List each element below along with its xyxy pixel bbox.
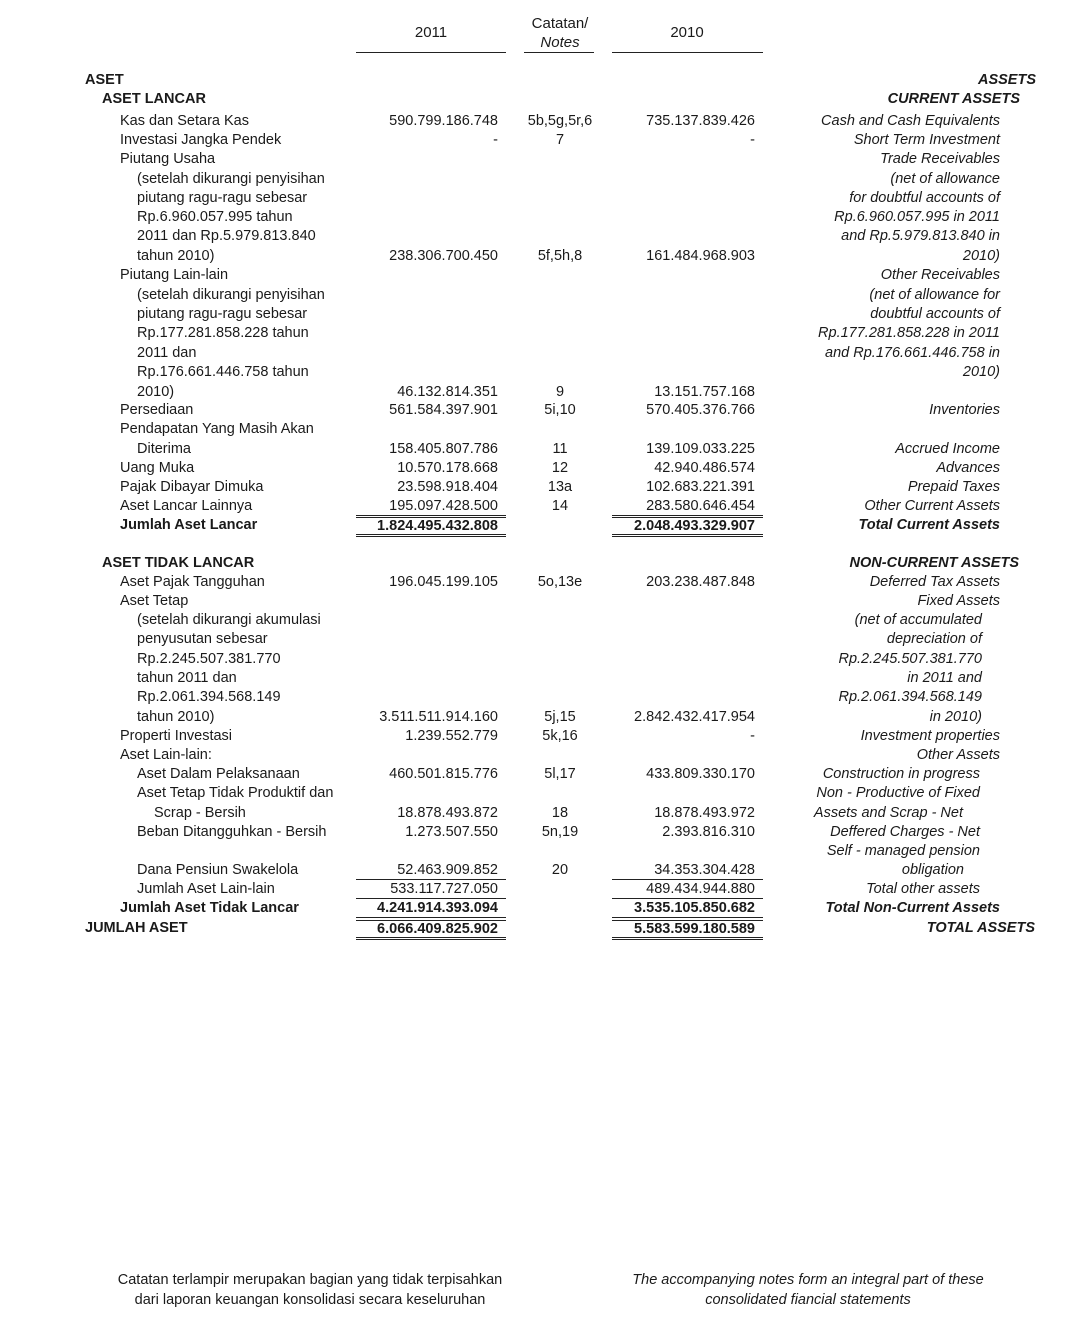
row-label: (setelah dikurangi akumulasi: [137, 612, 321, 628]
value-2010: 18.878.493.972: [654, 805, 755, 821]
row-label: Scrap - Bersih: [154, 805, 246, 821]
row-label-en: and Rp.176.661.446.758 in: [825, 345, 1000, 361]
note-ref: 5i,10: [544, 402, 576, 418]
note-ref: 13a: [547, 479, 573, 495]
note-ref: 9: [555, 384, 565, 400]
row-label: Rp.177.281.858.228 tahun: [137, 325, 309, 341]
row-label: tahun 2010): [137, 709, 215, 725]
row-label-en: Deffered Charges - Net: [830, 824, 980, 840]
row-label: Piutang Lain-lain: [120, 267, 229, 283]
row-label-en: Accrued Income: [895, 441, 1000, 457]
row-label-en: (net of allowance: [890, 171, 1000, 187]
note-ref: 12: [551, 460, 569, 476]
col-notes-header: [520, 14, 600, 52]
note-ref: 5l,17: [544, 766, 576, 782]
row-label-en: Rp.6.960.057.995 in 2011: [834, 209, 1000, 225]
row-label: piutang ragu-ragu sebesar: [137, 190, 308, 206]
footer-note-id-line2: dari laporan keuangan konsolidasi secara keseluruhan: [134, 1292, 486, 1308]
value-2010: 283.580.646.454: [612, 498, 763, 516]
value-2010: 13.151.757.168: [654, 384, 755, 400]
col-2010-header: 2010: [670, 24, 704, 41]
row-label: Rp.2.245.507.381.770: [137, 651, 281, 667]
row-label: JUMLAH ASET: [85, 920, 188, 936]
value-2010: 2.842.432.417.954: [634, 709, 755, 725]
value-2010: 102.683.221.391: [646, 479, 755, 495]
row-label: tahun 2010): [137, 248, 215, 264]
value-2011: 158.405.807.786: [389, 441, 498, 457]
row-label: Aset Dalam Pelaksanaan: [137, 766, 300, 782]
row-label-en: Construction in progress: [822, 766, 980, 782]
value-2010: 161.484.968.903: [646, 248, 755, 264]
row-label-en: Short Term Investment: [853, 132, 1000, 148]
row-label-en: obligation: [901, 862, 964, 878]
value-2011: 23.598.918.404: [397, 479, 498, 495]
value-2011: 46.132.814.351: [397, 384, 498, 400]
row-label: (setelah dikurangi penyisihan: [137, 287, 325, 303]
row-label-en: Other Receivables: [880, 267, 1000, 283]
row-label-en: Inventories: [929, 402, 1000, 418]
row-label-en: Total Current Assets: [858, 517, 1000, 533]
value-2011: 52.463.909.852: [356, 862, 506, 880]
value-2010: 2.048.493.329.907: [612, 517, 763, 537]
row-label: Piutang Usaha: [120, 151, 216, 167]
header-rule-2010: [612, 52, 763, 53]
row-label-en: for doubtful accounts of: [849, 190, 1000, 206]
value-2011: 3.511.511.914.160: [379, 709, 498, 725]
value-2011: 1.824.495.432.808: [356, 517, 506, 537]
value-2010: 42.940.486.574: [654, 460, 755, 476]
row-label: Rp.6.960.057.995 tahun: [137, 209, 293, 225]
footer-note-en: [598, 1270, 1018, 1310]
row-label: Aset Pajak Tangguhan: [120, 574, 265, 590]
row-label-en: depreciation of: [886, 631, 982, 647]
row-label-en: Advances: [936, 460, 1000, 476]
row-label-en: in 2011 and: [907, 670, 982, 686]
row-label-en: and Rp.5.979.813.840 in: [841, 228, 1000, 244]
row-label: Aset Tetap: [120, 593, 189, 609]
value-2010: 433.809.330.170: [646, 766, 755, 782]
row-label: Aset Lancar Lainnya: [120, 498, 253, 514]
value-2010: 2.393.816.310: [662, 824, 755, 840]
value-2011: 195.097.428.500: [356, 498, 506, 516]
row-label-en: Investment properties: [860, 728, 1000, 744]
row-label: 2011 dan Rp.5.979.813.840: [137, 228, 316, 244]
footer-note-id: [90, 1270, 530, 1310]
footer-note-en-line1: The accompanying notes form an integral part of these: [632, 1272, 984, 1288]
row-label: Aset Tetap Tidak Produktif dan: [137, 785, 334, 801]
row-label-en: Total Non-Current Assets: [825, 900, 1000, 916]
row-label-en: Deferred Tax Assets: [869, 574, 1000, 590]
row-label-en: Rp.177.281.858.228 in 2011: [818, 325, 1000, 341]
value-2010: -: [750, 132, 755, 148]
row-label-en: Other Assets: [916, 747, 1000, 763]
row-label-en: doubtful accounts of: [870, 306, 1000, 322]
row-label: ASET LANCAR: [102, 91, 206, 107]
row-label-en: Non - Productive of Fixed: [816, 785, 980, 801]
note-ref: 18: [551, 805, 569, 821]
note-ref: 14: [551, 498, 569, 514]
row-label: Pendapatan Yang Masih Akan: [120, 421, 314, 437]
row-label: Aset Lain-lain:: [120, 747, 212, 763]
row-label-en: TOTAL ASSETS: [926, 920, 1035, 936]
value-2010: 34.353.304.428: [612, 862, 763, 880]
row-label-en: (net of accumulated: [854, 612, 982, 628]
row-label: ASET: [85, 72, 124, 88]
value-2011: -: [493, 132, 498, 148]
value-2011: 1.239.552.779: [405, 728, 498, 744]
row-label: penyusutan sebesar: [137, 631, 268, 647]
note-ref: 5o,13e: [537, 574, 583, 590]
row-label: Dana Pensiun Swakelola: [137, 862, 299, 878]
footer-note-id-line1: Catatan terlampir merupakan bagian yang tidak terpisahkan: [117, 1272, 503, 1288]
value-2011: 561.584.397.901: [389, 402, 498, 418]
value-2010: 3.535.105.850.682: [612, 900, 763, 918]
row-label-en: (net of allowance for: [869, 287, 1000, 303]
row-label: Uang Muka: [120, 460, 195, 476]
row-label-en: Total other assets: [866, 881, 980, 897]
value-2011: 10.570.178.668: [397, 460, 498, 476]
note-ref: 5k,16: [542, 728, 578, 744]
row-label-en: 2010): [962, 248, 1000, 264]
row-label-en: Assets and Scrap - Net: [813, 805, 963, 821]
row-label: Diterima: [137, 441, 191, 457]
value-2010: 203.238.487.848: [646, 574, 755, 590]
row-label: 2010): [137, 384, 175, 400]
note-ref: 7: [555, 132, 565, 148]
row-label-en: Cash and Cash Equivalents: [821, 113, 1000, 129]
row-label: tahun 2011 dan: [137, 670, 237, 686]
row-label-en: Self - managed pension: [826, 843, 980, 859]
row-label: Rp.176.661.446.758 tahun: [137, 364, 309, 380]
value-2011: 460.501.815.776: [389, 766, 498, 782]
row-label-en: Other Current Assets: [864, 498, 1000, 514]
row-label: Kas dan Setara Kas: [120, 113, 249, 129]
row-label-en: Rp.2.245.507.381.770: [838, 651, 982, 667]
value-2010: 570.405.376.766: [646, 402, 755, 418]
footer-note-en-line2: consolidated fiancial statements: [705, 1292, 911, 1308]
row-label: Properti Investasi: [120, 728, 233, 744]
value-2011: 590.799.186.748: [389, 113, 498, 129]
row-label-en: Prepaid Taxes: [907, 479, 1000, 495]
row-label-en: CURRENT ASSETS: [887, 91, 1020, 107]
value-2011: 18.878.493.872: [397, 805, 498, 821]
header-rule-notes: [524, 52, 594, 53]
row-label: Jumlah Aset Lancar: [120, 517, 258, 533]
row-label-en: NON-CURRENT ASSETS: [849, 555, 1019, 571]
header-rule-2011: [356, 52, 506, 53]
note-ref: 20: [551, 862, 569, 878]
note-ref: 5f,5h,8: [537, 248, 583, 264]
row-label: Jumlah Aset Tidak Lancar: [120, 900, 299, 916]
value-2011: 238.306.700.450: [389, 248, 498, 264]
row-label: Persediaan: [120, 402, 194, 418]
row-label: Investasi Jangka Pendek: [120, 132, 282, 148]
col-2011-header: 2011: [414, 24, 448, 41]
row-label: ASET TIDAK LANCAR: [102, 555, 255, 571]
value-2010: 139.109.033.225: [646, 441, 755, 457]
value-2011: 196.045.199.105: [389, 574, 498, 590]
row-label-en: Rp.2.061.394.568.149: [838, 689, 982, 705]
col-notes-header-line2: Notes: [540, 34, 580, 51]
row-label-en: Fixed Assets: [917, 593, 1000, 609]
value-2011: 4.241.914.393.094: [356, 900, 506, 918]
row-label-en: 2010): [962, 364, 1000, 380]
note-ref: 5n,19: [541, 824, 579, 840]
value-2010: 489.434.944.880: [612, 881, 763, 899]
row-label: 2011 dan: [137, 345, 197, 361]
note-ref: 5j,15: [544, 709, 576, 725]
row-label-en: Trade Receivables: [880, 151, 1000, 167]
row-label-en: in 2010): [929, 709, 982, 725]
value-2010: 735.137.839.426: [646, 113, 755, 129]
row-label: Rp.2.061.394.568.149: [137, 689, 281, 705]
value-2010: -: [750, 728, 755, 744]
row-label-en: ASSETS: [977, 72, 1036, 88]
row-label: Pajak Dibayar Dimuka: [120, 479, 264, 495]
value-2011: 6.066.409.825.902: [356, 920, 506, 940]
value-2010: 5.583.599.180.589: [612, 920, 763, 940]
row-label: Beban Ditangguhkan - Bersih: [137, 824, 327, 840]
row-label: piutang ragu-ragu sebesar: [137, 306, 308, 322]
row-label: (setelah dikurangi penyisihan: [137, 171, 325, 187]
value-2011: 1.273.507.550: [405, 824, 498, 840]
note-ref: 11: [552, 441, 568, 457]
note-ref: 5b,5g,5r,6: [527, 113, 593, 129]
row-label: Jumlah Aset Lain-lain: [137, 881, 275, 897]
value-2011: 533.117.727.050: [356, 881, 506, 899]
col-notes-header-line1: Catatan/: [531, 15, 589, 32]
